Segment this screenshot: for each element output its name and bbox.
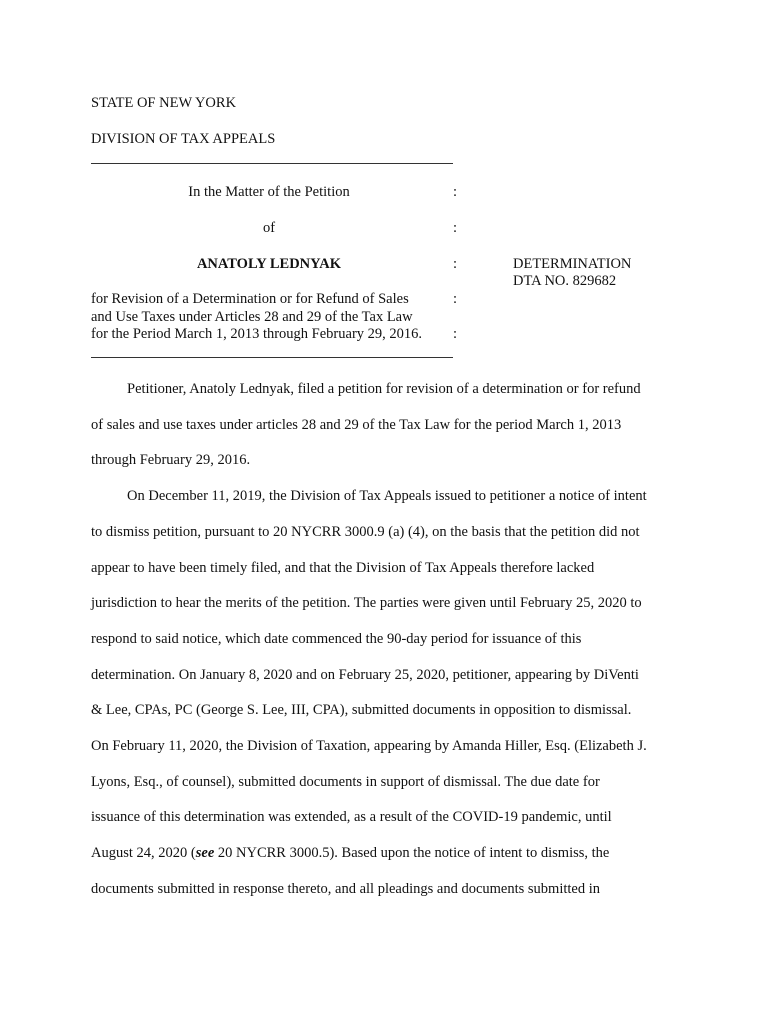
caption-colon: : bbox=[453, 220, 458, 236]
body-text: 20 NYCRR 3000.5). Based upon the notice of intent to dismiss, the bbox=[214, 845, 610, 862]
caption-colon: : bbox=[453, 256, 458, 272]
body-line bbox=[91, 836, 681, 872]
determination-body bbox=[91, 372, 681, 908]
caption-petitioner-name: ANATOLY LEDNYAK bbox=[196, 256, 342, 272]
caption-colon: : bbox=[453, 184, 458, 200]
determination-label: DETERMINATION bbox=[513, 256, 632, 272]
body-line: On December 11, 2019, the Division of Tax Appeals issued to petitioner a notice of intent bbox=[127, 488, 647, 505]
body-line: jurisdiction to hear the merits of the petition. The parties were given until February 25, 2020 to bbox=[91, 595, 642, 612]
body-line: through February 29, 2016. bbox=[91, 452, 251, 469]
body-line: Lyons, Esq., of counsel), submitted documents in support of dismissal. The due date for bbox=[91, 773, 600, 790]
caption-purpose-line: for the Period March 1, 2013 through February 29, 2016. bbox=[91, 326, 423, 342]
body-line: appear to have been timely filed, and that the Division of Tax Appeals therefore lacked bbox=[91, 559, 595, 576]
caption-colon: : bbox=[453, 326, 458, 342]
body-line: respond to said notice, which date commenced the 90-day period for issuance of this bbox=[91, 630, 582, 647]
caption-top-rule bbox=[91, 163, 453, 164]
state-heading: STATE OF NEW YORK bbox=[91, 95, 237, 111]
body-text: August 24, 2020 ( bbox=[91, 845, 196, 862]
body-line: issuance of this determination was extended, as a result of the COVID-19 pandemic, until bbox=[91, 809, 612, 826]
body-line: & Lee, CPAs, PC (George S. Lee, III, CPA), submitted documents in opposition to dismissal. bbox=[91, 702, 632, 719]
citation-signal: see bbox=[195, 845, 215, 862]
dta-number: DTA NO. 829682 bbox=[513, 273, 617, 289]
caption-purpose-line: for Revision of a Determination or for Refund of Sales bbox=[91, 291, 409, 307]
body-line: Petitioner, Anatoly Lednyak, filed a petition for revision of a determination or for refund bbox=[127, 381, 641, 397]
division-heading: DIVISION OF TAX APPEALS bbox=[91, 131, 276, 147]
caption-colon: : bbox=[453, 291, 458, 307]
body-line: determination. On January 8, 2020 and on February 25, 2020, petitioner, appearing by DiVenti bbox=[91, 666, 639, 683]
body-line: documents submitted in response thereto, and all pleadings and documents submitted in bbox=[91, 880, 601, 897]
body-line: to dismiss petition, pursuant to 20 NYCRR 3000.9 (a) (4), on the basis that the petition did not bbox=[91, 523, 640, 540]
caption-matter: In the Matter of the Petition bbox=[188, 184, 350, 200]
caption-of: of bbox=[262, 220, 276, 236]
caption-purpose-line: and Use Taxes under Articles 28 and 29 of the Tax Law bbox=[91, 309, 413, 325]
caption-bottom-rule bbox=[91, 357, 453, 358]
body-line: On February 11, 2020, the Division of Taxation, appearing by Amanda Hiller, Esq. (Elizabeth J. bbox=[91, 738, 647, 755]
body-line: of sales and use taxes under articles 28 and 29 of the Tax Law for the period March 1, 2013 bbox=[91, 416, 622, 433]
